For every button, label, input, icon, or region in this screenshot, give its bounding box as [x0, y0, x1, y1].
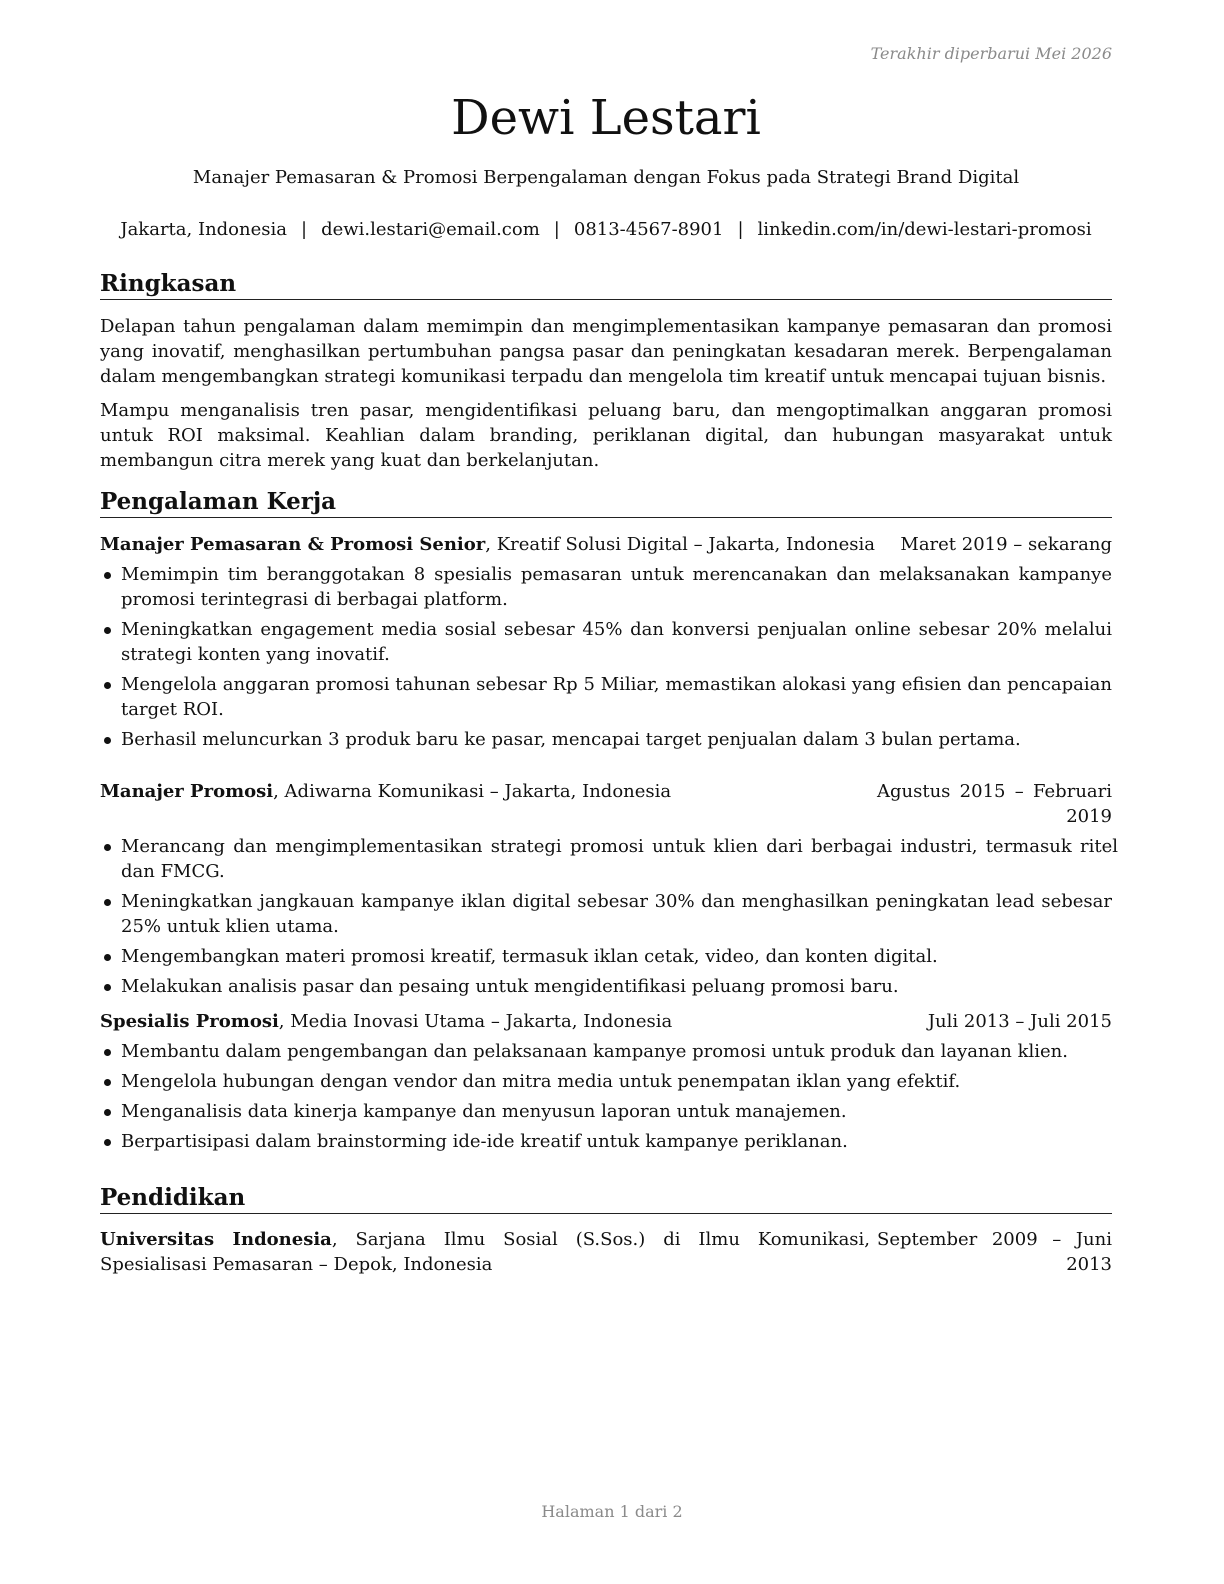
job-bullet: Mengelola hubungan dengan vendor dan mitra media untuk penempatan iklan yang efektif.	[100, 1069, 1112, 1094]
page-number: Halaman 1 dari 2	[541, 1502, 683, 1521]
job-dates: Juli 2013 – Juli 2015	[927, 1011, 1112, 1032]
job-bullet: Mengembangkan materi promosi kreatif, termasuk iklan cetak, video, dan konten digital.	[100, 944, 1112, 969]
education-degree: , Sarjana Ilmu Sosial (S.Sos.) di Ilmu Komunikasi, Spesialisasi Pemasaran – Depok, Indonesia	[100, 1229, 871, 1275]
job-role: Manajer Promosi	[100, 781, 274, 802]
contact-separator: |	[553, 219, 560, 240]
contact-separator: |	[737, 219, 744, 240]
job-dates: Maret 2019 – sekarang	[900, 534, 1112, 555]
section-title-education: Pendidikan	[100, 1184, 1112, 1214]
contact-location: Jakarta, Indonesia	[120, 219, 287, 240]
job-bullet: Menganalisis data kinerja kampanye dan menyusun laporan untuk manajemen.	[100, 1099, 1112, 1124]
job-bullet: Meningkatkan engagement media sosial sebesar 45% dan konversi penjualan online sebesar 20% melalui strategi konten yang inovatif.	[100, 617, 1112, 667]
contact-line	[100, 219, 1112, 240]
job-organization: , Kreatif Solusi Digital – Jakarta, Indonesia	[485, 534, 876, 555]
job-bullet: Melakukan analisis pasar dan pesaing untuk mengidentifikasi peluang promosi baru.	[100, 974, 1112, 999]
last-updated-note: Terakhir diperbarui Mei 2026	[870, 44, 1112, 63]
contact-phone: 0813-4567-8901	[573, 219, 724, 240]
job-bullet: Membantu dalam pengembangan dan pelaksanaan kampanye promosi untuk produk dan layanan klien.	[100, 1039, 1112, 1064]
job-bullet-list	[100, 834, 1118, 1004]
candidate-name: Dewi Lestari	[451, 90, 761, 146]
section-title-summary: Ringkasan	[100, 270, 1112, 300]
job-bullet-list	[100, 1039, 1112, 1159]
education-detail	[100, 1227, 870, 1277]
job-role: Manajer Pemasaran & Promosi Senior	[100, 534, 486, 555]
contact-linkedin-link[interactable]: linkedin.com/in/dewi-lestari-promosi	[757, 219, 1092, 240]
job-organization: , Media Inovasi Utama – Jakarta, Indonesia	[278, 1011, 673, 1032]
contact-separator: |	[301, 219, 308, 240]
job-bullet: Mengelola anggaran promosi tahunan sebesar Rp 5 Miliar, memastikan alokasi yang efisien dan pencapaian target ROI.	[100, 672, 1112, 722]
job-bullet-list	[100, 562, 1112, 757]
job-bullet: Berhasil meluncurkan 3 produk baru ke pasar, mencapai target penjualan dalam 3 bulan pertama.	[100, 727, 1112, 752]
job-bullet: Merancang dan mengimplementasikan strategi promosi untuk klien dari berbagai industri, termasuk ritel dan FMCG.	[100, 834, 1118, 884]
job-role: Spesialis Promosi	[100, 1011, 279, 1032]
education-dates: September 2009 – Juni 2013	[877, 1229, 1112, 1275]
job-bullet: Meningkatkan jangkauan kampanye iklan digital sebesar 30% dan menghasilkan peningkatan lead sebesar 25% untuk klien utama.	[100, 889, 1112, 939]
job-organization: , Adiwarna Komunikasi – Jakarta, Indonesia	[273, 781, 672, 802]
candidate-tagline: Manajer Pemasaran & Promosi Berpengalaman dengan Fokus pada Strategi Brand Digital	[192, 167, 1020, 188]
job-bullet: Memimpin tim beranggotakan 8 spesialis pemasaran untuk merencanakan dan melaksanakan kampanye promosi terintegrasi di berbagai platform.	[100, 562, 1112, 612]
section-title-experience: Pengalaman Kerja	[100, 488, 1112, 518]
job-header	[100, 1009, 1112, 1034]
summary-paragraph: Delapan tahun pengalaman dalam memimpin dan mengimplementasikan kampanye pemasaran dan promosi yang inovatif, menghasilkan pertumbuhan pangsa pasar dan peningkatan kesadaran merek. Berpengalaman dalam mengembangkan strategi komunikasi terpadu dan mengelola tim kreatif untuk mencapai tujuan bisnis.	[100, 316, 1112, 387]
contact-email-link[interactable]: dewi.lestari@email.com	[321, 219, 540, 240]
job-bullet: Berpartisipasi dalam brainstorming ide-ide kreatif untuk kampanye periklanan.	[100, 1129, 1112, 1154]
job-dates: Agustus 2015 – Februari 2019	[877, 781, 1112, 827]
job-header	[100, 532, 1112, 557]
education-school: Universitas Indonesia	[100, 1229, 332, 1250]
job-header	[100, 779, 1112, 827]
summary-paragraph: Mampu menganalisis tren pasar, mengidentifikasi peluang baru, dan mengoptimalkan anggaran promosi untuk ROI maksimal. Keahlian dalam branding, periklanan digital, dan hubungan masyarakat untuk membangun citra merek yang kuat dan berkelanjutan.	[100, 400, 1112, 471]
education-entry	[100, 1227, 1112, 1277]
